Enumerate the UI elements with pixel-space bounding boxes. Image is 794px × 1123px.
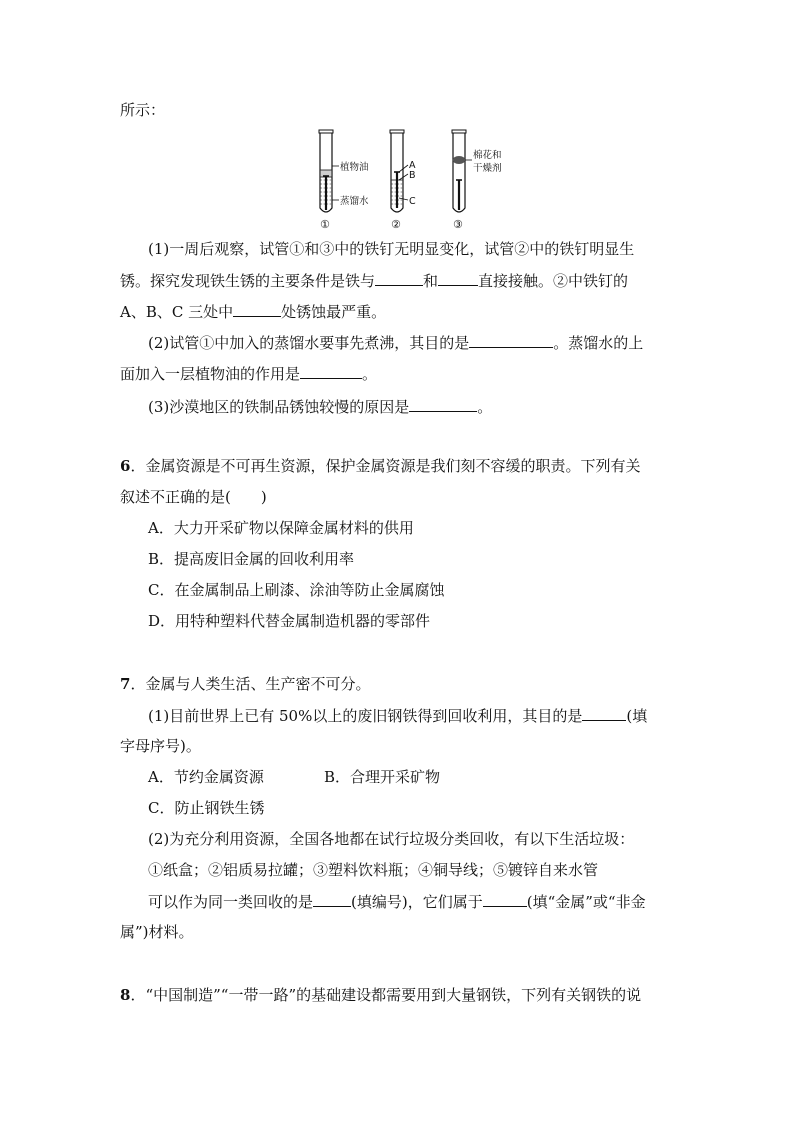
- q6-stem-line1: 6．金属资源是不可再生资源，保护金属资源是我们刻不容缓的职责。下列有关: [120, 457, 641, 475]
- label-water: 蒸馏水: [340, 196, 369, 207]
- answer-blank[interactable]: [375, 270, 423, 286]
- answer-blank[interactable]: [409, 396, 477, 412]
- answer-blank[interactable]: [483, 891, 527, 907]
- q6-number: 6: [120, 457, 131, 475]
- q5-part1-line3: A、B、C 三处中 处锈蚀最严重。: [120, 303, 387, 321]
- test-tube-figure: [310, 128, 520, 232]
- label-cotton-2: 干燥剂: [473, 163, 502, 174]
- q7-part2-line4: 属”)材料。: [120, 923, 194, 941]
- cotton-desiccant: [453, 156, 465, 164]
- label-cotton-1: 棉花和: [473, 150, 502, 161]
- q5-part2-line1: (2)试管①中加入的蒸馏水要事先煮沸，其目的是 。蒸馏水的上: [148, 334, 644, 352]
- intro-text: 所示：: [120, 101, 166, 119]
- label-b: B: [409, 170, 416, 181]
- answer-blank[interactable]: [233, 301, 281, 317]
- answer-blank[interactable]: [313, 891, 351, 907]
- answer-blank[interactable]: [300, 363, 362, 379]
- q6-option-b[interactable]: B．提高废旧金属的回收利用率: [148, 550, 355, 568]
- label-oil: 植物油: [340, 162, 369, 173]
- q7-part1-line2: 字母序号)。: [120, 737, 201, 755]
- q5-part1-line2: 锈。探究发现铁生锈的主要条件是铁与 和 直接接触。②中铁钉的: [120, 272, 629, 290]
- q5-part1-line1: (1)一周后观察，试管①和③中的铁钉无明显变化，试管②中的铁钉明显生: [148, 240, 635, 258]
- q7-part1-line1: (1)目前世界上已有 50%以上的废旧钢铁得到回收利用，其目的是 (填: [148, 707, 648, 725]
- answer-blank[interactable]: [438, 270, 478, 286]
- q6-option-d[interactable]: D．用特种塑料代替金属制造机器的零部件: [148, 612, 431, 630]
- tube-number-2: ②: [391, 218, 401, 231]
- test-tube-2: [390, 130, 416, 231]
- q5-part3: (3)沙漠地区的铁制品锈蚀较慢的原因是 。: [148, 398, 493, 416]
- q7-part2-line2: ①纸盒；②铝质易拉罐；③塑料饮料瓶；④铜导线；⑤镀锌自来水管: [148, 861, 599, 879]
- q6-stem-line2: 叙述不正确的是( ): [120, 488, 267, 506]
- q7-option-c[interactable]: C．防止钢铁生锈: [148, 799, 265, 817]
- q5-part2-line2: 面加入一层植物油的作用是 。: [120, 365, 378, 383]
- q7-part2-line1: (2)为充分利用资源，全国各地都在试行垃圾分类回收，有以下生活垃圾：: [148, 830, 635, 848]
- tube-number-1: ①: [320, 218, 330, 231]
- q7-option-a[interactable]: A．节约金属资源: [148, 768, 264, 786]
- label-a: A: [409, 160, 416, 171]
- q7-part2-line3: 可以作为同一类回收的是 (填编号)，它们属于 (填“金属”或“非金: [148, 893, 646, 911]
- label-c: C: [409, 196, 416, 207]
- answer-blank[interactable]: [582, 705, 626, 721]
- q8-stem: 8．“中国制造”“一带一路”的基础建设都需要用到大量钢铁，下列有关钢铁的说: [120, 986, 642, 1004]
- q7-stem: 7．金属与人类生活、生产密不可分。: [120, 675, 371, 693]
- q6-option-a[interactable]: A．大力开采矿物以保障金属材料的供用: [148, 519, 414, 537]
- q6-option-c[interactable]: C．在金属制品上刷漆、涂油等防止金属腐蚀: [148, 581, 445, 599]
- q8-number: 8: [120, 986, 131, 1004]
- test-tube-3: [452, 130, 502, 231]
- tube-number-3: ③: [453, 218, 463, 231]
- q7-number: 7: [120, 675, 131, 693]
- answer-blank[interactable]: [469, 332, 553, 348]
- test-tube-1: [319, 130, 369, 231]
- q7-option-b[interactable]: B．合理开采矿物: [324, 768, 441, 786]
